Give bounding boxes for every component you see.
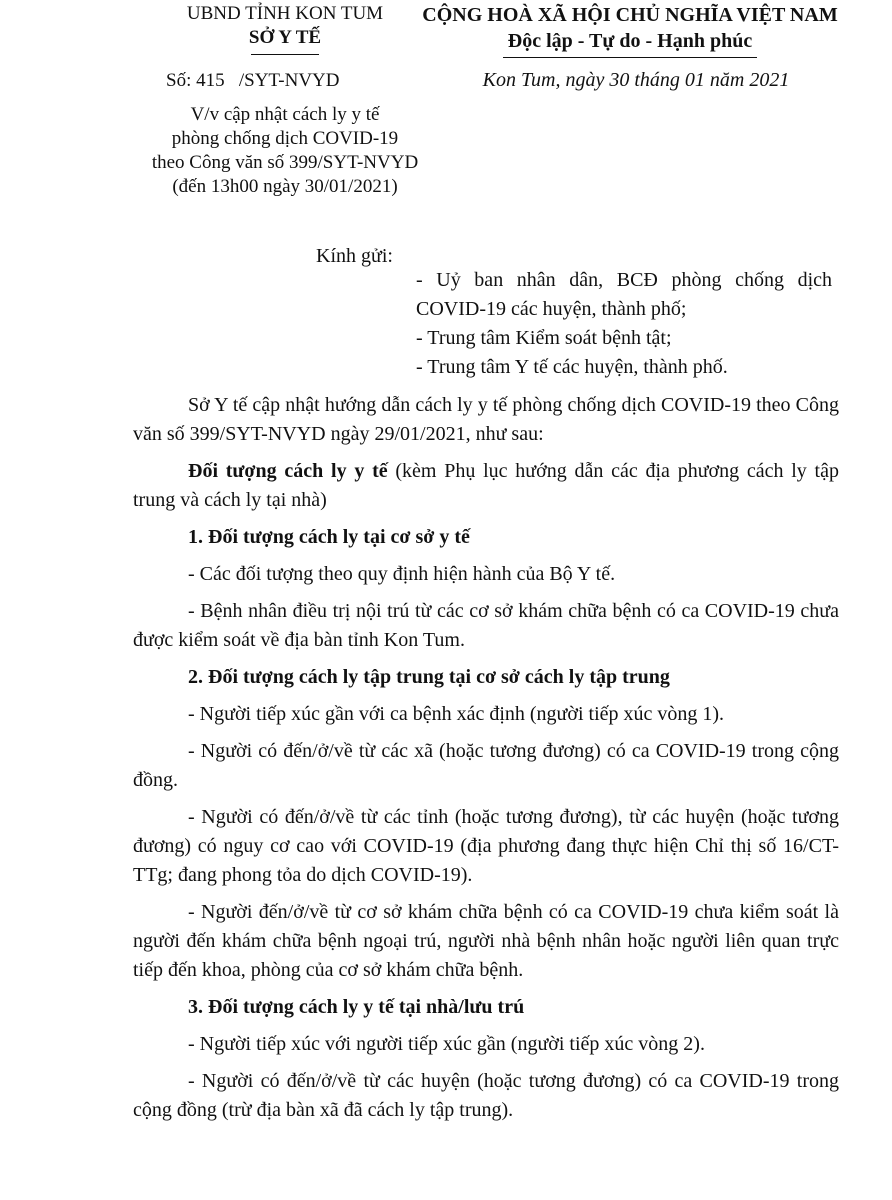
recipient-item: - Trung tâm Kiểm soát bệnh tật; [416,327,672,349]
section-item: - Người có đến/ở/về từ các tỉnh (hoặc tương đương), từ các huyện (hoặc tương đương) có nguy cơ cao với COVID-19 (địa phương đang thực hiện Chỉ thị số 16/CT-TTg; đang phong tỏa do dịch COVID-19). [133,806,839,886]
recipients-list [416,266,832,382]
subject-line: phòng chống dịch COVID-19 [171,128,399,149]
section-item: - Người có đến/ở/về từ các huyện (hoặc tương đương) có ca COVID-19 trong cộng đồng (trừ địa bàn xã đã cách ly tập trung). [133,1070,839,1121]
national-header-block [410,2,850,58]
national-motto: Độc lập - Tự do - Hạnh phúc [507,30,753,52]
recipient-item: - Trung tâm Y tế các huyện, thành phố. [416,356,728,378]
subject-bold: Đối tượng cách ly y tế [188,460,388,482]
section-item: - Người đến/ở/về từ cơ sở khám chữa bệnh có ca COVID-19 chưa kiểm soát là người đến khám chữa bệnh ngoại trú, người nhà bệnh nhân hoặc người liên quan trực tiếp đến khoa, phòng của cơ sở khám chữa bệnh. [133,901,839,981]
department-name: SỞ Y TẾ [248,27,322,48]
section-heading: 2. Đối tượng cách ly tập trung tại cơ sở cách ly tập trung [188,666,670,688]
section-heading: 1. Đối tượng cách ly tại cơ sở y tế [188,526,470,548]
recipients-label: Kính gửi: [316,245,393,267]
section-item: - Người tiếp xúc gần với ca bệnh xác định (người tiếp xúc vòng 1). [188,703,725,725]
subject-line: theo Công văn số 399/SYT-NVYD [151,152,419,173]
document-subject [150,103,420,199]
subject-line: V/v cập nhật cách ly y tế [190,104,380,125]
intro-paragraph: Sở Y tế cập nhật hướng dẫn cách ly y tế phòng chống dịch COVID-19 theo Công văn số 399/SYT-NVYD ngày 29/01/2021, như sau: [133,394,839,445]
recipient-item: - Uỷ ban nhân dân, BCĐ phòng chống dịch COVID-19 các huyện, thành phố; [416,269,832,320]
document-number: Số: 415 /SYT-NVYD [166,70,340,91]
motto-underline [503,57,757,58]
department-underline [251,54,319,55]
place-date: Kon Tum, ngày 30 tháng 01 năm 2021 [482,69,790,91]
agency-line: UBND TỈNH KON TUM [186,3,384,24]
issuing-agency-block [150,2,420,199]
subject-paragraph [133,457,839,515]
national-title: CỘNG HOÀ XÃ HỘI CHỦ NGHĨA VIỆT NAM [422,4,838,26]
section-item: - Người tiếp xúc với người tiếp xúc gần (người tiếp xúc vòng 2). [188,1033,705,1055]
section-item: - Người có đến/ở/về từ các xã (hoặc tương đương) có ca COVID-19 trong cộng đồng. [133,740,839,791]
section-heading: 3. Đối tượng cách ly y tế tại nhà/lưu trú [188,996,525,1018]
document-body [133,391,839,1133]
section-item: - Các đối tượng theo quy định hiện hành của Bộ Y tế. [188,563,616,585]
subject-rest: (kèm Phụ lục hướng dẫn các địa phương cách ly tập trung và cách ly tại nhà) [133,460,839,511]
section-item: - Bệnh nhân điều trị nội trú từ các cơ sở khám chữa bệnh có ca COVID-19 chưa được kiểm soát về địa bàn tỉnh Kon Tum. [133,600,839,651]
subject-line: (đến 13h00 ngày 30/01/2021) [172,176,398,197]
